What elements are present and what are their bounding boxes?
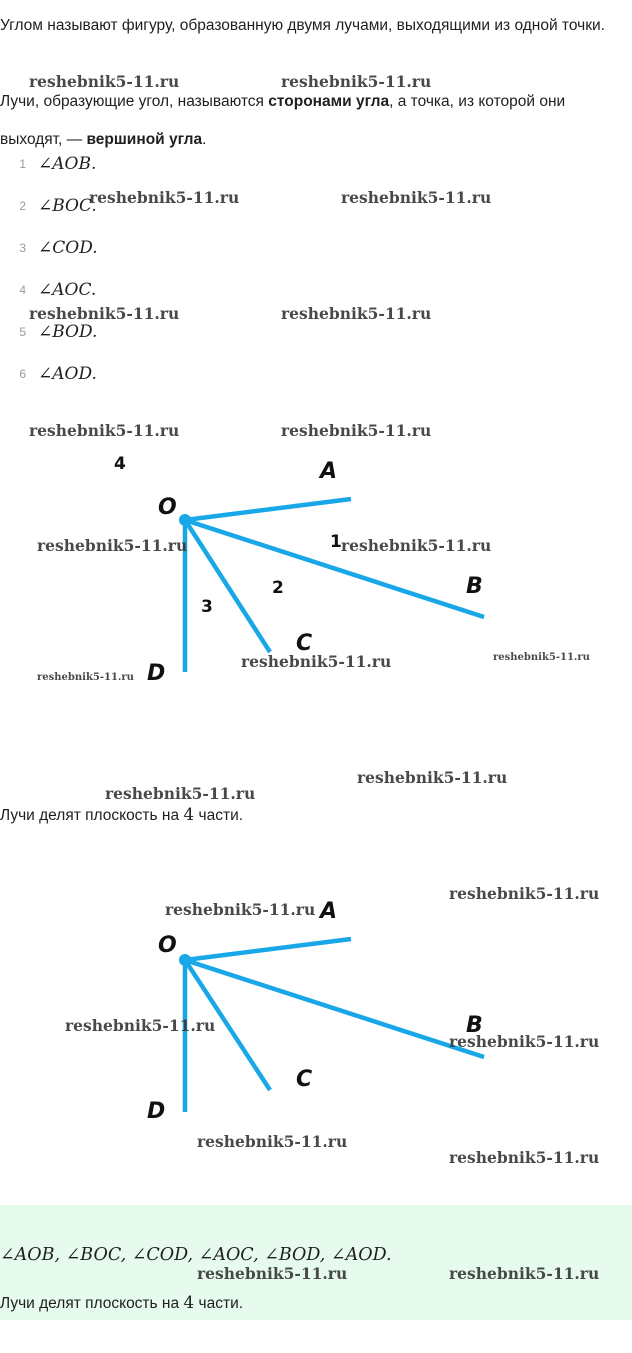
watermark: reshebnik5-11.ru <box>341 536 492 555</box>
watermark: reshebnik5-11.ru <box>197 1132 348 1151</box>
watermark: reshebnik5-11.ru <box>89 188 240 207</box>
term-vertex: вершиной угла <box>86 131 203 148</box>
point-label-d: D <box>147 1099 166 1124</box>
list-item-number: 5 <box>19 325 26 339</box>
angle-label: ∠AOD. <box>38 364 97 384</box>
watermark: reshebnik5-11.ru <box>449 884 600 903</box>
angle-label: ∠AOB. <box>38 154 97 174</box>
point-label-a: A <box>320 899 338 924</box>
watermark: reshebnik5-11.ru <box>281 304 432 323</box>
watermark: reshebnik5-11.ru <box>197 1264 348 1283</box>
watermark: reshebnik5-11.ru <box>105 784 256 803</box>
point-label-c: C <box>296 631 313 656</box>
point-label-c: C <box>296 1067 313 1092</box>
watermark: reshebnik5-11.ru <box>37 672 134 683</box>
watermark: reshebnik5-11.ru <box>29 72 180 91</box>
watermark: reshebnik5-11.ru <box>449 1032 600 1051</box>
watermark: reshebnik5-11.ru <box>357 768 508 787</box>
point-label-a: A <box>320 459 338 484</box>
point-label-o: O <box>158 495 177 520</box>
angle-label: ∠AOC. <box>38 280 97 300</box>
watermark: reshebnik5-11.ru <box>165 900 316 919</box>
ray-oa <box>185 499 351 520</box>
region-label: 2 <box>272 578 284 598</box>
vertex-point <box>179 514 191 526</box>
watermark: reshebnik5-11.ru <box>449 1148 600 1167</box>
angle-label: ∠BOC. <box>38 196 97 216</box>
point-label-o: O <box>158 933 177 958</box>
point-label-b: B <box>466 574 483 599</box>
list-item-number: 2 <box>19 199 26 213</box>
definition-paragraph-2: Лучи, образующие угол, называются сторонами угла, а точка, из которой они выходят, — вершиной угла. <box>0 93 566 148</box>
angle-label: ∠BOD. <box>38 322 98 342</box>
list-item <box>0 227 300 269</box>
list-item-number: 1 <box>19 157 26 171</box>
point-label-b: B <box>466 1013 483 1038</box>
point-label-d: D <box>147 661 166 686</box>
region-label: 1 <box>330 532 342 552</box>
list-item-number: 3 <box>19 241 26 255</box>
watermark: reshebnik5-11.ru <box>281 72 432 91</box>
watermark: reshebnik5-11.ru <box>281 421 432 440</box>
watermark: reshebnik5-11.ru <box>341 188 492 207</box>
angle-label: ∠COD. <box>38 238 98 258</box>
region-label: 4 <box>114 454 126 474</box>
region-label: 3 <box>201 597 213 617</box>
statement-parts: Лучи делят плоскость на 4 части. <box>0 805 244 825</box>
watermark: reshebnik5-11.ru <box>29 421 180 440</box>
ray-oa <box>185 939 351 960</box>
figure-rays <box>0 880 632 1140</box>
watermark: reshebnik5-11.ru <box>65 1016 216 1035</box>
watermark: reshebnik5-11.ru <box>493 652 590 663</box>
watermark: reshebnik5-11.ru <box>241 652 392 671</box>
list-item-number: 4 <box>19 283 26 297</box>
ray-ob <box>185 960 484 1057</box>
watermark: reshebnik5-11.ru <box>449 1264 600 1283</box>
vertex-point <box>179 954 191 966</box>
answer-angles: ∠AOB, ∠BOC, ∠COD, ∠AOC, ∠BOD, ∠AOD. <box>0 1245 392 1265</box>
list-item-number: 6 <box>19 367 26 381</box>
watermark: reshebnik5-11.ru <box>37 536 188 555</box>
list-item <box>0 353 300 395</box>
answer-box <box>0 1205 632 1320</box>
answer-statement: Лучи делят плоскость на 4 части. <box>0 1293 244 1313</box>
ray-oc <box>185 520 270 652</box>
watermark: reshebnik5-11.ru <box>29 304 180 323</box>
term-sides: сторонами угла <box>268 93 390 110</box>
angles-list <box>0 143 300 395</box>
list-item <box>0 143 300 185</box>
definition-paragraph-1: Углом называют фигуру, образованную двумя лучами, выходящими из одной точки. <box>0 17 605 34</box>
